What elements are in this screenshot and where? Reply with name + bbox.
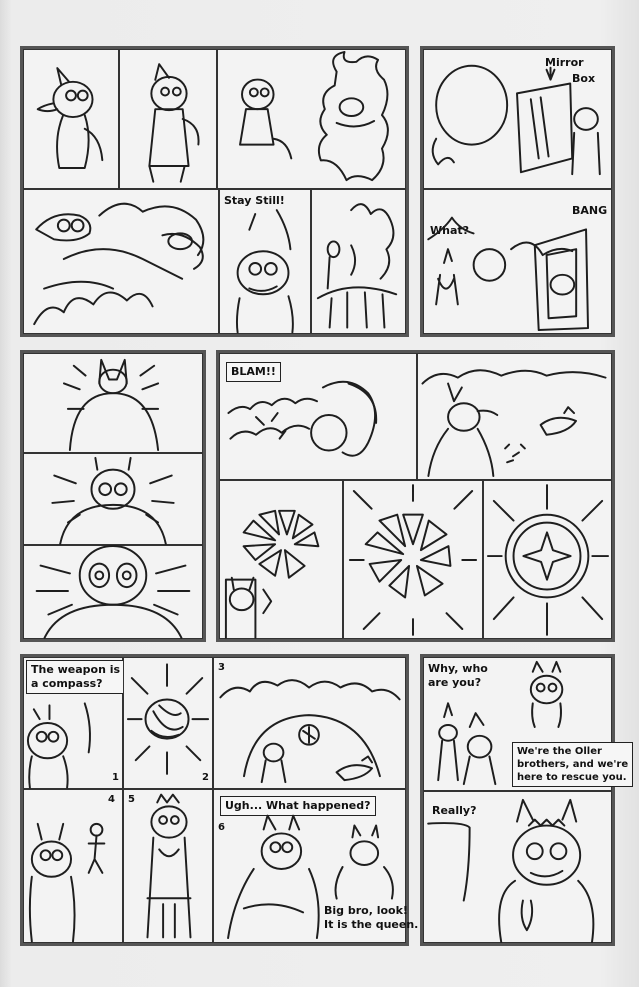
character-closeup-drawing: [220, 190, 310, 333]
panel-glow-3: [23, 545, 203, 639]
panel-r1-b: [119, 49, 217, 189]
oller-line2: brothers, and we're: [517, 759, 629, 770]
queen-waking-drawing: [214, 790, 405, 942]
queen-and-brothers-drawing: [424, 658, 611, 790]
panel-glow-2: [23, 453, 203, 545]
broken-mirror-shards-drawing: [220, 481, 342, 638]
glowing-orb-large-drawing: [24, 546, 202, 638]
panel-scene-6: [213, 789, 419, 943]
panel-r1-d: [23, 189, 219, 334]
panel-number-4: 4: [108, 794, 115, 805]
oller-line1: We're the Oller: [517, 746, 602, 757]
panel-character-dodge: [417, 353, 612, 480]
panel-really: [423, 791, 612, 943]
compass-caption-line2: a compass?: [31, 677, 103, 690]
smoke-and-characters-drawing: [214, 658, 405, 788]
panel-mirror-box: [423, 49, 612, 189]
row1-right-frame: [420, 46, 615, 337]
panel-number-3: 3: [218, 662, 225, 673]
panel-scene-5: [123, 789, 213, 943]
glowing-shards-drawing: [344, 481, 482, 638]
ugh-bubble: Ugh... What happened?: [220, 796, 376, 816]
panel-scene-3: [213, 657, 406, 789]
queen-closeup-drawing: [424, 792, 611, 942]
row1-left-frame: [20, 46, 409, 337]
panel-number-5: 5: [128, 794, 135, 805]
fox-character-sitting-drawing: [24, 50, 118, 188]
panel-shards-2: [343, 480, 483, 639]
fireball-and-mirror-box-drawing: [424, 50, 611, 188]
panel-r1-e: [219, 189, 311, 334]
glowing-orb-medium-drawing: [24, 454, 202, 544]
row3-left-frame: [20, 654, 419, 946]
fox-and-small-character-drawing: [24, 790, 122, 942]
bang-sfx: BANG: [572, 204, 608, 217]
panel-r1-a: [23, 49, 119, 189]
panel-compass-forming: [483, 480, 612, 639]
why-who-line1: Why, who: [428, 662, 488, 675]
panel-compass-question: [23, 657, 123, 789]
oller-line3: here to rescue you.: [517, 772, 627, 783]
row3-right-frame: [420, 654, 629, 946]
row2-left-frame: [20, 350, 206, 642]
big-bro-line2: It is the queen.: [324, 918, 419, 931]
mirror-label-line2: Box: [572, 72, 596, 85]
compass-in-hand-drawing: [124, 658, 212, 788]
compass-caption-line1: The weapon is: [31, 663, 121, 676]
panel-scene-4: [23, 789, 123, 943]
fire-blast-drawing: [220, 354, 416, 479]
standing-character-drawing: [120, 50, 216, 188]
character-dodging-drawing: [418, 354, 611, 479]
panel-r1-f: [311, 189, 406, 334]
panel-glow-1: [23, 353, 203, 453]
fox-holding-compass-drawing: [24, 658, 122, 788]
compass-forming-drawing: [484, 481, 611, 638]
mirror-label-line1: Mirror: [545, 56, 584, 69]
glowing-orb-small-drawing: [24, 354, 202, 452]
blam-bubble: BLAM!!: [226, 362, 281, 382]
panel-number-1: 1: [112, 772, 119, 783]
panel-number-6: 6: [218, 822, 225, 833]
panel-number-2: 2: [202, 772, 209, 783]
big-bro-line1: Big bro, look!: [324, 904, 408, 917]
panel-shards-1: [219, 480, 343, 639]
panel-who-are-you: [423, 657, 629, 791]
fire-flames-drawing: [312, 190, 405, 333]
character-vs-fire-creature-drawing: [218, 50, 405, 188]
stay-still-bubble: Stay Still!: [224, 194, 285, 207]
why-who-line2: are you?: [428, 676, 482, 689]
panel-compass-closeup: [123, 657, 213, 789]
fire-creature-flying-drawing: [24, 190, 218, 333]
panel-blam: [219, 353, 417, 480]
panel-r1-c: [217, 49, 406, 189]
row2-right-frame: [216, 350, 615, 642]
fireball-hits-box-drawing: [424, 190, 611, 333]
crowned-character-standing-drawing: [124, 790, 212, 942]
panel-bang: [423, 189, 612, 334]
really-bubble: Really?: [432, 804, 477, 817]
what-bubble: What?: [430, 224, 470, 237]
